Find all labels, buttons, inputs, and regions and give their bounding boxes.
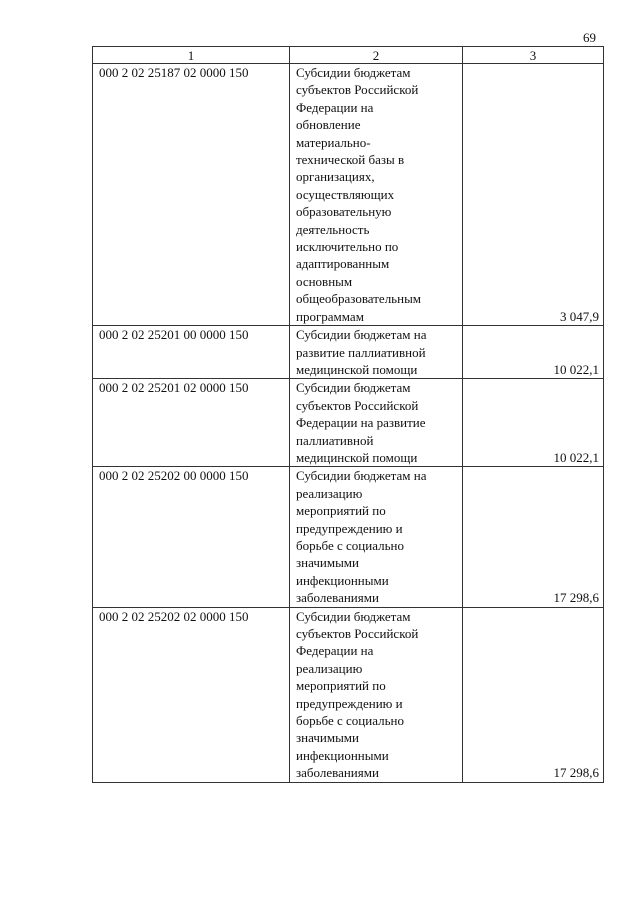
description-line: субъектов Российской [296, 397, 419, 413]
description-line: образовательную [296, 204, 392, 220]
description-line: предупреждению и [296, 520, 403, 536]
description-line: программам [296, 308, 364, 324]
description-line: паллиативной [296, 432, 374, 448]
description-line: развитие паллиативной [296, 344, 426, 360]
table-body [93, 64, 604, 783]
budget-code-cell: 000 2 02 25187 02 0000 150 [93, 64, 290, 326]
table-row [93, 607, 604, 782]
amount-cell: 17 298,6 [463, 607, 604, 782]
column-header-1: 1 [93, 47, 290, 64]
table-row [93, 467, 604, 607]
table-row [93, 326, 604, 379]
description-line: исключительно по [296, 239, 399, 255]
description-line: основным [296, 273, 353, 289]
description-line: Субсидии бюджетам на [296, 468, 427, 484]
description-line: Субсидии бюджетам [296, 380, 411, 396]
description-line: адаптированным [296, 256, 390, 272]
description-line: Федерации на развитие [296, 415, 426, 431]
table-header-row [93, 47, 604, 64]
description-line: борьбе с социально [296, 713, 404, 729]
table-row [93, 379, 604, 467]
budget-code-cell: 000 2 02 25201 00 0000 150 [93, 326, 290, 379]
description-line: медицинской помощи [296, 361, 418, 377]
amount-cell: 10 022,1 [463, 379, 604, 467]
description-line: Федерации на [296, 99, 374, 115]
budget-code-cell: 000 2 02 25202 02 0000 150 [93, 607, 290, 782]
description-line: субъектов Российской [296, 626, 419, 641]
description-line: технической базы в [296, 152, 405, 168]
description-cell [290, 379, 463, 467]
column-header-3: 3 [463, 47, 604, 64]
description-cell [290, 64, 463, 326]
page-number: 69 [583, 30, 596, 45]
description-line: общеобразовательным [296, 291, 422, 307]
description-line: реализацию [296, 660, 363, 676]
amount-cell: 10 022,1 [463, 326, 604, 379]
description-line: значимыми [296, 730, 359, 746]
description-line: борьбе с социально [296, 537, 404, 553]
description-line: субъектов Российской [296, 82, 419, 98]
description-line: заболеваниями [296, 590, 379, 606]
description-line: обновление [296, 117, 361, 133]
description-line: деятельность [296, 221, 370, 237]
description-line: реализацию [296, 485, 363, 501]
description-line: Федерации на [296, 643, 374, 659]
description-cell [290, 467, 463, 607]
description-cell [290, 326, 463, 379]
description-line: инфекционными [296, 572, 389, 588]
description-line: медицинской помощи [296, 449, 418, 465]
amount-cell: 3 047,9 [463, 64, 604, 326]
description-line: Субсидии бюджетам [296, 65, 411, 80]
description-line: Субсидии бюджетам [296, 608, 411, 624]
amount-cell: 17 298,6 [463, 467, 604, 607]
description-cell [290, 607, 463, 782]
column-header-2: 2 [290, 47, 463, 64]
description-line: инфекционными [296, 747, 389, 763]
description-line: предупреждению и [296, 695, 403, 711]
table-row [93, 64, 604, 326]
description-line: осуществляющих [296, 186, 395, 202]
description-line: материально- [296, 134, 371, 150]
description-line: организациях, [296, 169, 375, 185]
description-line: Субсидии бюджетам на [296, 327, 427, 343]
description-line: значимыми [296, 555, 359, 571]
budget-table [92, 46, 604, 783]
description-line: мероприятий по [296, 503, 386, 519]
budget-code-cell: 000 2 02 25201 02 0000 150 [93, 379, 290, 467]
budget-code-cell: 000 2 02 25202 00 0000 150 [93, 467, 290, 607]
description-line: заболеваниями [296, 765, 379, 781]
description-line: мероприятий по [296, 678, 386, 694]
